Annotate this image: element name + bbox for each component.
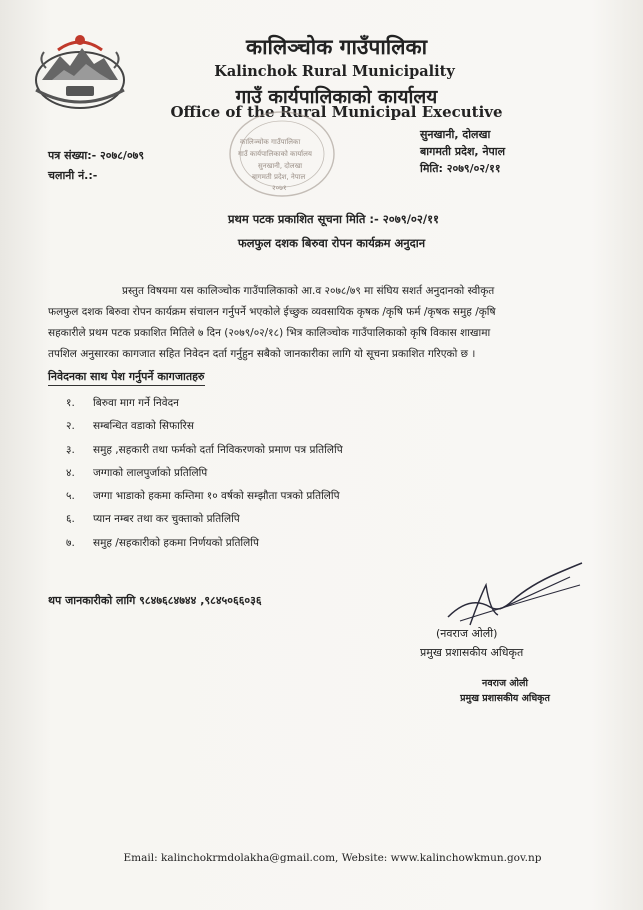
item-number: ६. — [66, 513, 75, 526]
list-item — [66, 396, 343, 419]
dispatch-number: चलानी नं.:- — [48, 169, 98, 182]
notice-first-publish-date: प्रथम पटक प्रकाशित सूचना मिति :- २०७९/०२/११ — [227, 212, 440, 226]
notice-body — [48, 281, 596, 365]
stamp-title: प्रमुख प्रशासकीय अधिकृत — [460, 693, 550, 704]
office-name-np: गाउँ कार्यपालिकाको कार्यालय — [235, 86, 438, 108]
list-item — [66, 512, 343, 535]
item-number: ४. — [66, 466, 75, 479]
stamp-text-4: बागमती प्रदेश, नेपाल — [252, 173, 306, 181]
item-text: बिरुवा माग गर्ने निवेदन — [93, 397, 180, 409]
stamp-name: नवराज ओली — [482, 678, 528, 689]
stamp-text-1: कालिञ्चोक गाउँपालिका — [240, 138, 301, 146]
requirements-list — [66, 396, 343, 559]
address-province: बागमती प्रदेश, नेपाल — [420, 145, 506, 158]
address-location: सुनखानी, दोलखा — [420, 128, 491, 141]
office-name-en: Office of the Rural Municipal Executive — [170, 103, 503, 121]
stamp-text-2: गाउँ कार्यपालिकाको कार्यालय — [238, 150, 312, 158]
signatory-title: प्रमुख प्रशासकीय अधिकृत — [420, 646, 524, 659]
body-line: तपशिल अनुसारका कागजात सहित निवेदन दर्ता गर्नुहुन सबैको जानकारीका लागि यो सूचना प्रकाशित गरिएको छ । — [48, 348, 476, 360]
item-text: सम्बन्धित वडाको सिफारिस — [93, 420, 194, 433]
requirements-heading: निवेदनका साथ पेश गर्नुपर्ने कागजातहरु — [48, 369, 205, 386]
item-text: जग्गाको लालपुर्जाको प्रतिलिपि — [93, 466, 208, 479]
list-item — [66, 536, 343, 559]
item-text: समुह /सहकारीको हकमा निर्णयको प्रतिलिपि — [93, 536, 259, 549]
contact-info: थप जानकारीको लागि ९८४७६८४७४४ ,९८४५०६६०३६ — [48, 594, 262, 607]
item-number: २. — [66, 420, 75, 433]
list-item — [66, 466, 343, 489]
letter-date: मिति: २०७९/०२/११ — [420, 162, 501, 175]
list-item — [66, 489, 343, 512]
body-line: प्रस्तुत विषयमा यस कालिञ्चोक गाउँपालिकाको आ.व २०७८/७९ मा संघिय सशर्त अनुदानको स्वीकृत — [122, 285, 495, 297]
item-number: १. — [66, 397, 75, 409]
address-block — [420, 126, 505, 177]
reference-block — [48, 146, 144, 186]
signature-mark — [440, 555, 590, 635]
item-number: ५. — [66, 490, 75, 503]
signatory-name: (नवराज ओली) — [436, 627, 498, 640]
letter-number: पत्र संख्या:- २०७८/०७९ — [48, 149, 145, 162]
notice-subject: फलफुल दशक बिरुवा रोपन कार्यक्रम अनुदान — [237, 236, 426, 250]
stamp-text-3: सुनखानी, दोलखा — [258, 162, 303, 170]
body-line: सहकारीले प्रथम पटक प्रकाशित मितिले ७ दिन (२०७९/०२/१८) भित्र कालिञ्चोक गाउँपालिकाको कृषि विकास शाखामा — [48, 327, 491, 339]
item-text: प्यान नम्बर तथा कर चुक्ताको प्रतिलिपि — [93, 513, 240, 526]
footer-contact: Email: kalinchokrmdolakha@gmail.com, Website: www.kalinchowkmun.gov.np — [123, 852, 542, 864]
item-number: ३. — [66, 443, 75, 456]
stamp-text-5: २०७१ — [272, 184, 287, 192]
item-number: ७. — [66, 536, 75, 549]
item-text: जग्गा भाडाको हकमा कम्तिमा १० वर्षको सम्झौता पत्रको प्रतिलिपि — [93, 490, 340, 503]
body-line: फलफुल दशक बिरुवा रोपन कार्यक्रम संचालन गर्नुपर्ने भएकोले ईच्छुक व्यवसायिक कृषक /कृषि फर्म /कृषक समुह /कृषि — [48, 306, 496, 318]
name-stamp — [440, 676, 570, 706]
list-item — [66, 419, 343, 442]
municipality-name-np: कालिञ्चोक गाउँपालिका — [245, 35, 428, 59]
item-text: समुह ,सहकारी तथा फर्मको दर्ता निविकरणको प्रमाण पत्र प्रतिलिपि — [93, 443, 343, 456]
municipality-name-en: Kalinchok Rural Municipality — [214, 63, 455, 80]
list-item — [66, 443, 343, 466]
